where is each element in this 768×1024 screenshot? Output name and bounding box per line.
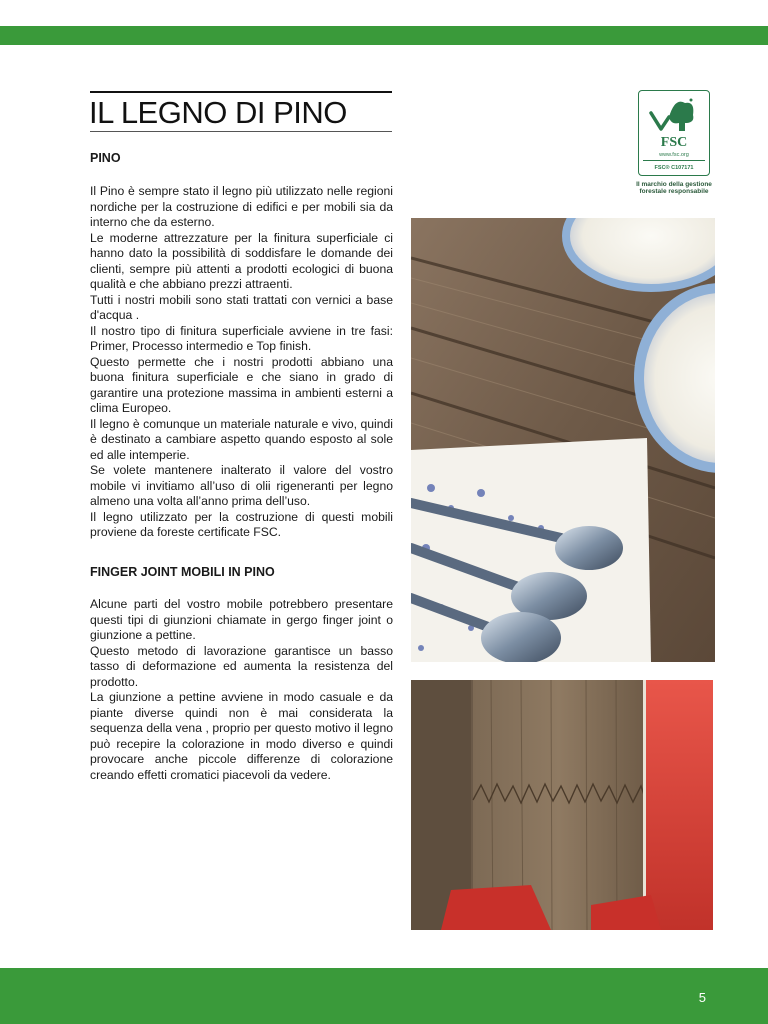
paragraph: Il nostro tipo di finitura superficiale avviene in tre fasi: Primer, Processo intermedio e Top finish. [90,323,393,353]
paragraph: Questo permette che i nostri prodotti abbiano una buona finitura superficiale e che siano in grado di garantire una protezione massima in ambienti esterni a clima Europeo. [90,354,393,415]
paragraph: Il Pino è sempre stato il legno più utilizzato nelle regioni nordiche per la costruzione di edifici e per mobili sia da interno che da esterno. [90,184,393,229]
paragraph: Alcune parti del vostro mobile potrebbero presentare questi tipi di giunzioni chiamate in gergo finger joint o giunzione a pettine. [90,597,393,642]
section-heading-finger-joint: FINGER JOINT MOBILI IN PINO [90,565,275,579]
paragraph: Se volete mantenere inalterato il valore del vostro mobile vi invitiamo all’uso di olii rigeneranti per legno almeno una volta all’anno prima dell’uso. [90,463,393,508]
photo-finger-joint [411,680,713,930]
top-green-band [0,26,768,45]
fsc-tree-check-icon [639,91,709,175]
paragraph: Questo metodo di lavorazione garantisce un basso tasso di deformazione ed aumenta la resistenza del prodotto. [90,643,393,689]
section-heading-pino: PINO [90,151,121,165]
page-title: IL LEGNO DI PINO [89,95,347,130]
paragraph: Il legno è comunque un materiale naturale e vivo, quindi è destinato a cambiare aspetto quando esposto al sole ed alle intemperie. [90,416,393,462]
fsc-logo-text: FSC [660,135,688,150]
paragraph: Il legno utilizzato per la costruzione di questi mobili proviene da foreste certificate FSC. [90,509,393,539]
title-rule-bottom [90,131,392,132]
fsc-caption: Il marchio della gestione forestale responsabile [636,181,712,195]
fsc-url: www.fsc.org [659,152,689,158]
paragraph: La giunzione a pettine avviene in modo casuale e da piante diverse quindi non è mai considerata la sequenza della vena , proprio per questo motivo il legno può recepire la colorazione in modo diverso e quindi provocare anche piccole differenze di colorazione creando effetti cromatici piacevoli da vedere. [90,690,393,782]
section-body-pino [90,184,393,541]
page-number: 5 [698,990,706,1005]
fsc-logo [638,90,710,176]
paragraph: Le moderne attrezzature per la finitura superficiale ci hanno dato la possibilità di soddisfare le domande dei clienti, sempre più attenti a prodotti ecologici di buona qualità e che abbiano prezzi attraenti. [90,230,393,291]
photo-table-spoons [411,218,715,662]
title-rule-top [90,91,392,93]
fsc-code: FSC® C107171 [654,165,694,171]
bottom-green-band [0,968,768,1024]
paragraph: Tutti i nostri mobili sono stati trattati con vernici a base d'acqua . [90,292,393,322]
section-body-finger-joint [90,597,393,783]
